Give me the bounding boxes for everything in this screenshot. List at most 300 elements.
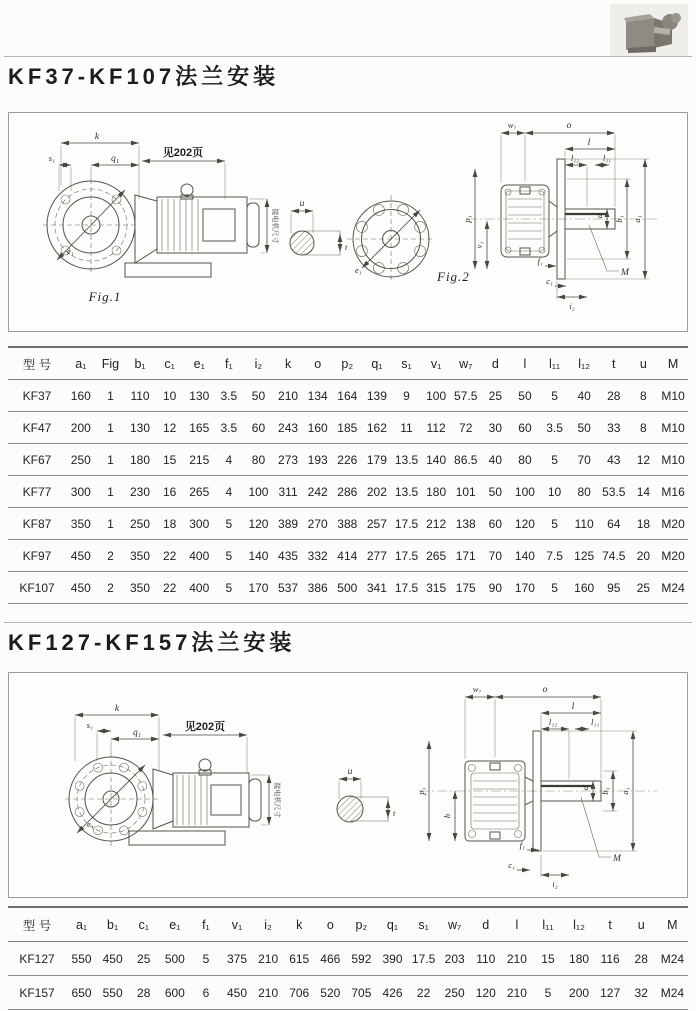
value-cell: 200 (70, 420, 91, 435)
value-cell: 28 (634, 951, 648, 966)
value-cell: 60 (488, 516, 503, 531)
value-cell: 375 (227, 951, 248, 966)
value-cell: 110 (574, 516, 594, 531)
dim-column-header: M (667, 356, 679, 371)
value-cell: 175 (455, 580, 476, 595)
technical-drawing-1 (9, 113, 687, 331)
dim-column-header: a₁ (75, 917, 88, 932)
value-cell: 25 (137, 951, 151, 966)
value-cell: 435 (278, 548, 299, 563)
dim-column-header: b₁ (134, 356, 146, 371)
value-cell: 210 (278, 388, 299, 403)
dim-label-b1: b₁ (600, 787, 610, 795)
dim-label-M: M (613, 854, 621, 864)
value-cell: 315 (426, 580, 447, 595)
fig1-caption: Fig.1 (88, 289, 122, 304)
value-cell: 100 (426, 388, 447, 403)
value-cell: 350 (70, 516, 91, 531)
fig2-caption: Fig.2 (437, 269, 470, 284)
motor-dims-note: 接电机尺寸 (271, 208, 278, 244)
model-cell: KF67 (22, 452, 52, 467)
value-cell: 15 (541, 951, 555, 966)
value-cell: 180 (130, 452, 151, 467)
value-cell: 25 (488, 388, 503, 403)
dim-column-header: v₁ (430, 356, 442, 371)
shaft-key-section (337, 767, 396, 822)
value-cell: 160 (70, 388, 91, 403)
value-cell: 257 (366, 516, 387, 531)
model-cell: KF87 (22, 516, 52, 531)
dim-label-q1: q₁ (110, 154, 120, 164)
dim-label-l: l (587, 138, 591, 148)
value-cell: 112 (426, 420, 446, 435)
value-cell: 5 (551, 388, 558, 403)
value-cell: 17.5 (411, 951, 436, 966)
value-cell: 22 (162, 580, 177, 595)
dim-label-h: h (442, 813, 452, 819)
value-cell: 250 (130, 516, 151, 531)
value-cell: 101 (455, 484, 476, 499)
value-cell: 13.5 (394, 452, 419, 467)
dim-column-header: e₁ (193, 356, 205, 371)
value-cell: M24 (661, 580, 685, 595)
value-cell: 140 (426, 452, 447, 467)
value-cell: 40 (577, 388, 591, 403)
value-cell: 3.5 (220, 420, 238, 435)
value-cell: 5 (551, 580, 558, 595)
value-cell: 1 (107, 420, 114, 435)
value-cell: 3.5 (220, 388, 238, 403)
value-cell: M20 (661, 516, 685, 531)
model-cell: KF37 (22, 388, 52, 403)
dim-column-header: M (667, 917, 678, 932)
value-cell: 1 (107, 484, 114, 499)
motor-dims-note: 接电机尺寸 (273, 782, 280, 818)
dim-column-header: c₁ (138, 917, 149, 932)
dim-column-header: k (284, 356, 292, 371)
value-cell: 5 (225, 548, 233, 563)
value-cell: 50 (251, 388, 266, 403)
dim-column-header: t (612, 356, 616, 371)
value-cell: 300 (189, 516, 210, 531)
value-cell: 520 (320, 985, 341, 1000)
dim-label-l11: l₁₁ (602, 153, 612, 163)
value-cell: 273 (278, 452, 299, 467)
value-cell: 466 (320, 951, 341, 966)
dim-label-l12: l₁₂ (570, 153, 580, 163)
dim-column-header: s₁ (401, 356, 412, 371)
section-divider (4, 622, 692, 623)
value-cell: 5 (551, 516, 558, 531)
dim-column-header: l (523, 356, 527, 371)
value-cell: 120 (514, 516, 535, 531)
dim-column-header: w₇ (448, 917, 462, 932)
value-cell: 134 (307, 388, 328, 403)
value-cell: 17.5 (394, 580, 419, 595)
value-cell: 389 (278, 516, 299, 531)
side-section-view (416, 684, 657, 889)
dim-label-v1: v₁ (474, 241, 484, 249)
dim-label-l: l (571, 702, 575, 712)
value-cell: 615 (289, 951, 310, 966)
value-cell: 277 (366, 548, 387, 563)
value-cell: 32 (634, 985, 648, 1000)
drawing-panel-kf127-kf157 (8, 672, 688, 898)
value-cell: 500 (164, 951, 185, 966)
value-cell: 16 (162, 484, 177, 499)
value-cell: 130 (130, 420, 151, 435)
value-cell: 450 (70, 580, 91, 595)
value-cell: 350 (130, 548, 151, 563)
dim-column-header: Fig (101, 356, 120, 371)
dim-label-s1: s₁ (86, 720, 93, 730)
value-cell: 3.5 (546, 420, 563, 435)
dim-column-header: l₁₁ (548, 356, 561, 371)
dim-label-w7: w₇ (472, 684, 482, 694)
section-divider (4, 56, 692, 57)
front-view (65, 704, 282, 847)
value-cell: 8 (640, 388, 647, 403)
value-cell: 2 (107, 580, 114, 595)
value-cell: 80 (577, 484, 591, 499)
model-cell: KF107 (19, 580, 55, 595)
value-cell: 18 (636, 516, 651, 531)
dim-column-header: l₁₁ (542, 917, 554, 932)
see-page-note: 见202页 (162, 147, 204, 159)
dim-column-header: v₁ (231, 917, 243, 932)
dim-column-header: o (326, 917, 334, 932)
dim-label-f1: f₁ (519, 840, 525, 850)
dim-column-header: a₁ (75, 356, 87, 371)
section2-title: KF127-KF157法兰安装 (8, 630, 296, 655)
dim-column-header: c₁ (164, 356, 175, 371)
dim-label-l12: l₁₂ (548, 717, 558, 727)
dim-label-p1: p₁ (462, 215, 472, 223)
value-cell: 1 (107, 388, 114, 403)
value-cell: 138 (455, 516, 476, 531)
value-cell: 350 (130, 580, 151, 595)
dim-label-d: d (580, 785, 590, 791)
dim-column-header: w₇ (459, 356, 473, 371)
dim-column-header: l (515, 917, 519, 932)
dim-column-header: p₂ (341, 356, 354, 371)
dim-label-d: d (594, 213, 604, 219)
value-cell: 185 (337, 420, 358, 435)
value-cell: 120 (475, 985, 496, 1000)
value-cell: 300 (70, 484, 91, 499)
value-cell: 10 (547, 484, 562, 499)
table-row (8, 476, 688, 508)
dim-column-header: e₁ (169, 917, 181, 932)
value-cell: 390 (382, 951, 403, 966)
value-cell: 14 (636, 484, 651, 499)
section1-title: KF37-KF107法兰安装 (8, 64, 280, 89)
value-cell: 12 (162, 420, 177, 435)
value-cell: 180 (426, 484, 447, 499)
value-cell: 5 (202, 951, 210, 966)
dim-column-header: q₁ (386, 917, 399, 932)
value-cell: 17.5 (394, 516, 419, 531)
product-photo (610, 4, 688, 56)
dim-label-e1: e₁ (87, 819, 94, 829)
value-cell: 332 (307, 548, 328, 563)
value-cell: 110 (476, 951, 496, 966)
value-cell: 130 (189, 388, 210, 403)
value-cell: 210 (258, 985, 279, 1000)
value-cell: 400 (189, 580, 210, 595)
dim-label-a1: a₁ (632, 215, 642, 223)
value-cell: M24 (660, 951, 685, 966)
value-cell: 160 (574, 580, 595, 595)
value-cell: 100 (514, 484, 535, 499)
dim-column-header: s₁ (418, 917, 429, 932)
model-column-header: 型 号 (22, 918, 52, 933)
header-row (8, 907, 688, 942)
header-row (8, 347, 688, 380)
table-row (8, 444, 688, 476)
table-row (8, 508, 688, 540)
value-cell: 74.5 (602, 548, 626, 563)
value-cell: 450 (102, 951, 123, 966)
value-cell: 5 (225, 516, 233, 531)
drawing-panel-kf37-kf107 (8, 112, 688, 332)
model-cell: KF97 (22, 548, 52, 563)
value-cell: 125 (574, 548, 595, 563)
value-cell: 43 (607, 452, 621, 467)
dim-label-i2: i₂ (569, 301, 575, 311)
value-cell: 311 (278, 484, 298, 499)
value-cell: 450 (227, 985, 248, 1000)
value-cell: 10 (162, 388, 177, 403)
value-cell: 110 (130, 388, 150, 403)
dim-label-t: t (345, 242, 348, 252)
value-cell: 70 (488, 548, 503, 563)
model-cell: KF47 (22, 420, 52, 435)
value-cell: 230 (130, 484, 151, 499)
value-cell: 202 (366, 484, 387, 499)
dim-label-e1: e₁ (355, 265, 362, 275)
value-cell: 162 (366, 420, 387, 435)
dim-column-header: f₁ (225, 356, 233, 371)
value-cell: 80 (251, 452, 266, 467)
value-cell: 2 (107, 548, 114, 563)
value-cell: 72 (459, 420, 473, 435)
value-cell: 50 (488, 484, 503, 499)
value-cell: 22 (162, 548, 177, 563)
value-cell: 53.5 (602, 484, 626, 499)
value-cell: 50 (518, 388, 532, 403)
value-cell: 193 (307, 452, 328, 467)
value-cell: 550 (102, 985, 123, 1000)
value-cell: 550 (71, 951, 92, 966)
value-cell: 139 (366, 388, 387, 403)
value-cell: 400 (189, 548, 210, 563)
dim-label-M: M (621, 268, 629, 278)
value-cell: 242 (307, 484, 328, 499)
value-cell: 706 (289, 985, 310, 1000)
value-cell: 250 (70, 452, 91, 467)
value-cell: 33 (607, 420, 621, 435)
dim-label-a1: a₁ (620, 787, 630, 795)
fig2-flange-view (347, 195, 470, 284)
value-cell: 210 (506, 951, 527, 966)
value-cell: 57.5 (454, 388, 478, 403)
value-cell: 140 (514, 548, 535, 563)
value-cell: M24 (660, 985, 685, 1000)
value-cell: 40 (488, 452, 503, 467)
value-cell: 30 (488, 420, 503, 435)
value-cell: 160 (307, 420, 328, 435)
value-cell: 212 (426, 516, 447, 531)
dim-label-u: u (347, 767, 353, 777)
value-cell: M10 (661, 452, 685, 467)
dim-column-header: q₁ (371, 356, 383, 371)
value-cell: 179 (366, 452, 387, 467)
dim-label-f1: f₁ (537, 256, 543, 266)
value-cell: 5 (551, 452, 558, 467)
table-row (8, 976, 688, 1010)
dim-column-header: l₁₂ (578, 356, 591, 371)
value-cell: 200 (569, 985, 590, 1000)
value-cell: 341 (366, 580, 387, 595)
value-cell: 100 (248, 484, 269, 499)
dim-column-header: p₂ (355, 917, 368, 932)
dim-label-q1: q₁ (132, 728, 142, 738)
value-cell: 265 (189, 484, 210, 499)
dim-column-header: i₂ (264, 917, 272, 932)
table-row (8, 412, 688, 444)
dim-column-header: i₂ (254, 356, 263, 371)
value-cell: 90 (488, 580, 503, 595)
dim-column-header: t (608, 917, 612, 932)
dim-label-w7: w₇ (507, 120, 517, 130)
value-cell: 28 (607, 388, 621, 403)
dim-label-c1: c₁ (508, 860, 515, 870)
value-cell: 592 (351, 951, 372, 966)
see-page-note: 见202页 (184, 721, 226, 733)
value-cell: 170 (248, 580, 269, 595)
value-cell: 270 (307, 516, 328, 531)
value-cell: 4 (225, 484, 233, 499)
dim-label-b1: b₁ (614, 215, 624, 223)
value-cell: 203 (444, 951, 465, 966)
dim-label-t: t (393, 808, 396, 818)
shaft-key-section (290, 199, 348, 255)
value-cell: 5 (544, 985, 552, 1000)
technical-drawing-2 (9, 673, 687, 897)
value-cell: 20 (636, 548, 651, 563)
value-cell: 60 (251, 420, 266, 435)
value-cell: 80 (518, 452, 532, 467)
value-cell: M16 (661, 484, 685, 499)
dimension-table-kf37-kf107 (8, 346, 688, 604)
dimension-table-kf127-kf157 (8, 906, 688, 1010)
value-cell: 226 (337, 452, 358, 467)
table-row (8, 540, 688, 572)
value-cell: M10 (661, 420, 685, 435)
value-cell: 6 (202, 985, 210, 1000)
model-cell: KF127 (19, 951, 55, 966)
gearbox-photo-illustration (610, 4, 688, 56)
dim-column-header: d (482, 917, 490, 932)
value-cell: 127 (600, 985, 621, 1000)
value-cell: 50 (577, 420, 591, 435)
dim-label-o: o (542, 685, 548, 695)
table-row (8, 572, 688, 604)
value-cell: 286 (337, 484, 358, 499)
value-cell: 140 (248, 548, 269, 563)
value-cell: 95 (607, 580, 621, 595)
dim-label-k: k (94, 132, 100, 142)
dim-column-header: f₁ (202, 917, 210, 932)
value-cell: 17.5 (394, 548, 419, 563)
dim-label-e1: e₁ (67, 246, 74, 256)
value-cell: 64 (607, 516, 621, 531)
value-cell: 60 (518, 420, 532, 435)
dim-label-k: k (114, 704, 120, 714)
value-cell: 8 (640, 420, 647, 435)
dim-label-u: u (299, 199, 305, 209)
value-cell: 414 (337, 548, 358, 563)
value-cell: 388 (337, 516, 358, 531)
value-cell: 450 (70, 548, 91, 563)
value-cell: 171 (455, 548, 476, 563)
value-cell: 22 (416, 985, 431, 1000)
value-cell: 11 (400, 420, 413, 435)
value-cell: 12 (636, 452, 651, 467)
dim-column-header: u (637, 917, 645, 932)
dim-label-o: o (566, 121, 572, 131)
value-cell: 4 (225, 452, 233, 467)
dim-column-header: b₁ (107, 917, 119, 932)
dim-column-header: o (314, 356, 322, 371)
dim-label-p1: p₁ (416, 787, 426, 795)
value-cell: 386 (307, 580, 328, 595)
value-cell: 180 (569, 951, 590, 966)
dim-label-l11: l₁₁ (591, 717, 600, 727)
value-cell: 265 (426, 548, 447, 563)
value-cell: 120 (248, 516, 269, 531)
value-cell: 165 (189, 420, 210, 435)
value-cell: 5 (225, 580, 233, 595)
value-cell: 9 (403, 388, 410, 403)
value-cell: 7.5 (546, 548, 563, 563)
value-cell: 215 (189, 452, 210, 467)
value-cell: 28 (137, 985, 151, 1000)
value-cell: 86.5 (454, 452, 478, 467)
value-cell: 13.5 (394, 484, 419, 499)
dim-column-header: l₁₂ (573, 917, 585, 932)
value-cell: 500 (337, 580, 358, 595)
value-cell: 650 (71, 985, 92, 1000)
value-cell: 170 (514, 580, 535, 595)
value-cell: 426 (382, 985, 403, 1000)
dim-label-i2: i₂ (552, 879, 558, 889)
dim-label-c1: c₁ (546, 276, 553, 286)
dim-column-header: u (639, 356, 647, 371)
value-cell: 210 (506, 985, 527, 1000)
value-cell: 1 (107, 516, 114, 531)
value-cell: 243 (278, 420, 299, 435)
dim-column-header: d (491, 356, 499, 371)
model-cell: KF77 (22, 484, 52, 499)
table-row (8, 942, 688, 976)
side-section-view (462, 120, 659, 311)
value-cell: M10 (661, 388, 685, 403)
value-cell: 18 (162, 516, 177, 531)
model-cell: KF157 (19, 985, 55, 1000)
value-cell: 705 (351, 985, 372, 1000)
